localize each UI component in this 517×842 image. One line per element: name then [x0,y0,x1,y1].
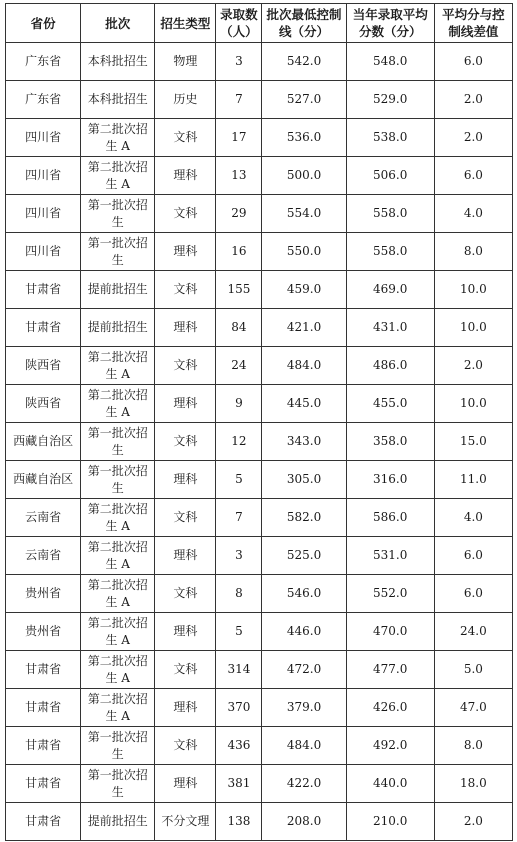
header-row [6,4,513,43]
table-row [6,575,513,613]
cell-score-difference: 2.0 [434,347,512,385]
cell-province: 贵州省 [6,613,81,651]
cell-batch: 第一批次招生 [81,195,155,233]
cell-batch: 第二批次招生 A [81,119,155,157]
cell-admission-type: 文科 [155,271,216,309]
cell-score-difference: 8.0 [434,233,512,271]
cell-batch: 第二批次招生 A [81,689,155,727]
table-row [6,613,513,651]
cell-province: 云南省 [6,499,81,537]
cell-batch: 第一批次招生 [81,423,155,461]
cell-batch-min-line: 459.0 [262,271,346,309]
cell-score-difference: 5.0 [434,651,512,689]
cell-score-difference: 4.0 [434,195,512,233]
cell-batch: 第一批次招生 [81,461,155,499]
table-row [6,765,513,803]
cell-admitted-count: 8 [216,575,262,613]
cell-batch: 第一批次招生 [81,765,155,803]
cell-batch: 第二批次招生 A [81,499,155,537]
cell-admission-type: 文科 [155,727,216,765]
cell-admitted-count: 5 [216,461,262,499]
table-row [6,233,513,271]
cell-admission-type: 理科 [155,461,216,499]
cell-score-difference: 6.0 [434,157,512,195]
table-row [6,689,513,727]
cell-batch: 第二批次招生 A [81,157,155,195]
cell-province: 西藏自治区 [6,461,81,499]
cell-admission-type: 理科 [155,689,216,727]
cell-batch: 本科批招生 [81,43,155,81]
header-batch: 批次 [81,4,155,43]
cell-average-score: 358.0 [346,423,434,461]
cell-batch-min-line: 379.0 [262,689,346,727]
cell-admission-type: 理科 [155,233,216,271]
header-average-score: 当年录取平均分数（分） [346,4,434,43]
cell-admission-type: 文科 [155,347,216,385]
cell-admitted-count: 17 [216,119,262,157]
cell-province: 甘肃省 [6,309,81,347]
cell-batch-min-line: 500.0 [262,157,346,195]
cell-average-score: 558.0 [346,195,434,233]
cell-admitted-count: 3 [216,43,262,81]
cell-score-difference: 15.0 [434,423,512,461]
cell-batch-min-line: 550.0 [262,233,346,271]
cell-admitted-count: 314 [216,651,262,689]
header-province: 省份 [6,4,81,43]
cell-batch-min-line: 422.0 [262,765,346,803]
cell-province: 甘肃省 [6,765,81,803]
cell-admitted-count: 7 [216,81,262,119]
cell-batch: 第二批次招生 A [81,575,155,613]
cell-average-score: 492.0 [346,727,434,765]
header-admission-type: 招生类型 [155,4,216,43]
cell-admission-type: 理科 [155,385,216,423]
cell-batch-min-line: 472.0 [262,651,346,689]
table-row [6,81,513,119]
cell-average-score: 506.0 [346,157,434,195]
table-row [6,499,513,537]
cell-score-difference: 6.0 [434,43,512,81]
cell-admission-type: 理科 [155,309,216,347]
cell-admission-type: 文科 [155,423,216,461]
cell-batch-min-line: 536.0 [262,119,346,157]
header-admitted-count: 录取数（人） [216,4,262,43]
table-row [6,385,513,423]
cell-score-difference: 24.0 [434,613,512,651]
cell-admission-type: 不分文理 [155,803,216,841]
cell-batch: 第二批次招生 A [81,651,155,689]
cell-score-difference: 10.0 [434,309,512,347]
cell-admission-type: 文科 [155,119,216,157]
cell-batch-min-line: 445.0 [262,385,346,423]
cell-batch: 第一批次招生 [81,233,155,271]
cell-average-score: 431.0 [346,309,434,347]
table-row [6,347,513,385]
cell-admission-type: 文科 [155,195,216,233]
cell-average-score: 558.0 [346,233,434,271]
cell-admission-type: 理科 [155,157,216,195]
table-row [6,309,513,347]
cell-batch-min-line: 542.0 [262,43,346,81]
cell-admitted-count: 5 [216,613,262,651]
cell-score-difference: 2.0 [434,803,512,841]
cell-batch-min-line: 527.0 [262,81,346,119]
cell-average-score: 538.0 [346,119,434,157]
cell-province: 云南省 [6,537,81,575]
cell-admission-type: 文科 [155,575,216,613]
cell-admission-type: 理科 [155,765,216,803]
table-row [6,727,513,765]
table-row [6,461,513,499]
table-header [6,4,513,43]
table-row [6,271,513,309]
cell-batch: 本科批招生 [81,81,155,119]
cell-province: 广东省 [6,81,81,119]
cell-batch-min-line: 484.0 [262,727,346,765]
cell-average-score: 316.0 [346,461,434,499]
cell-batch-min-line: 421.0 [262,309,346,347]
header-batch-min-line: 批次最低控制线（分） [262,4,346,43]
cell-admitted-count: 9 [216,385,262,423]
cell-score-difference: 2.0 [434,119,512,157]
cell-score-difference: 6.0 [434,575,512,613]
cell-province: 四川省 [6,157,81,195]
cell-average-score: 486.0 [346,347,434,385]
cell-batch-min-line: 582.0 [262,499,346,537]
cell-batch: 提前批招生 [81,271,155,309]
cell-admission-type: 理科 [155,613,216,651]
cell-admitted-count: 24 [216,347,262,385]
header-score-difference: 平均分与控制线差值 [434,4,512,43]
cell-batch-min-line: 484.0 [262,347,346,385]
cell-admitted-count: 155 [216,271,262,309]
cell-admitted-count: 13 [216,157,262,195]
cell-admission-type: 历史 [155,81,216,119]
cell-batch: 第二批次招生 A [81,537,155,575]
table-row [6,651,513,689]
cell-batch: 第二批次招生 A [81,385,155,423]
cell-average-score: 529.0 [346,81,434,119]
cell-average-score: 586.0 [346,499,434,537]
cell-batch: 提前批招生 [81,803,155,841]
cell-batch-min-line: 446.0 [262,613,346,651]
cell-admitted-count: 370 [216,689,262,727]
cell-admission-type: 文科 [155,651,216,689]
cell-batch-min-line: 554.0 [262,195,346,233]
cell-score-difference: 8.0 [434,727,512,765]
admissions-table [5,3,513,841]
cell-average-score: 469.0 [346,271,434,309]
cell-admitted-count: 436 [216,727,262,765]
cell-province: 贵州省 [6,575,81,613]
cell-admission-type: 文科 [155,499,216,537]
cell-score-difference: 2.0 [434,81,512,119]
cell-admitted-count: 138 [216,803,262,841]
cell-province: 陕西省 [6,347,81,385]
cell-admitted-count: 12 [216,423,262,461]
cell-admitted-count: 381 [216,765,262,803]
cell-average-score: 531.0 [346,537,434,575]
cell-score-difference: 10.0 [434,271,512,309]
cell-province: 陕西省 [6,385,81,423]
cell-admission-type: 物理 [155,43,216,81]
cell-batch: 第二批次招生 A [81,347,155,385]
cell-average-score: 477.0 [346,651,434,689]
cell-province: 四川省 [6,119,81,157]
cell-score-difference: 18.0 [434,765,512,803]
cell-batch-min-line: 305.0 [262,461,346,499]
cell-average-score: 455.0 [346,385,434,423]
table-row [6,195,513,233]
cell-province: 甘肃省 [6,651,81,689]
cell-batch: 提前批招生 [81,309,155,347]
cell-batch-min-line: 546.0 [262,575,346,613]
cell-province: 甘肃省 [6,689,81,727]
table-row [6,423,513,461]
cell-average-score: 440.0 [346,765,434,803]
cell-province: 四川省 [6,233,81,271]
cell-admitted-count: 7 [216,499,262,537]
table-row [6,119,513,157]
cell-admitted-count: 3 [216,537,262,575]
cell-average-score: 426.0 [346,689,434,727]
table-row [6,537,513,575]
cell-province: 西藏自治区 [6,423,81,461]
cell-batch: 第一批次招生 [81,727,155,765]
table-row [6,157,513,195]
table-row [6,43,513,81]
cell-admission-type: 理科 [155,537,216,575]
cell-average-score: 470.0 [346,613,434,651]
cell-score-difference: 6.0 [434,537,512,575]
cell-average-score: 210.0 [346,803,434,841]
cell-province: 广东省 [6,43,81,81]
cell-province: 甘肃省 [6,803,81,841]
cell-batch: 第二批次招生 A [81,613,155,651]
cell-admitted-count: 84 [216,309,262,347]
cell-province: 四川省 [6,195,81,233]
cell-admitted-count: 29 [216,195,262,233]
cell-score-difference: 11.0 [434,461,512,499]
table-body [6,43,513,841]
cell-batch-min-line: 208.0 [262,803,346,841]
cell-admitted-count: 16 [216,233,262,271]
cell-average-score: 552.0 [346,575,434,613]
cell-province: 甘肃省 [6,727,81,765]
cell-score-difference: 47.0 [434,689,512,727]
cell-score-difference: 10.0 [434,385,512,423]
cell-batch-min-line: 343.0 [262,423,346,461]
cell-average-score: 548.0 [346,43,434,81]
table-row [6,803,513,841]
cell-batch-min-line: 525.0 [262,537,346,575]
cell-score-difference: 4.0 [434,499,512,537]
cell-province: 甘肃省 [6,271,81,309]
